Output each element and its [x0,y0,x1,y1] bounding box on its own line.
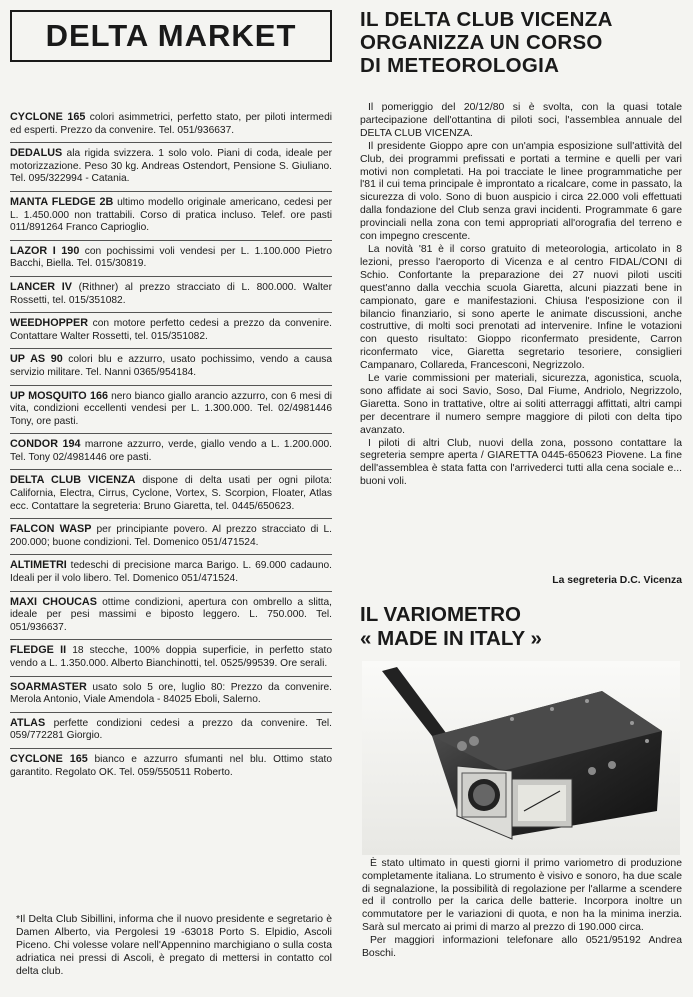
ad-heading: MAXI CHOUCAS [10,595,97,608]
classified-ad [10,386,332,435]
article-paragraph: È stato ultimato in questi giorni il primo variometro di produzione completamente italiana. Lo strumento è visivo e sonoro, ha due scale di segnalazione, la possibilità di regolazione per l'allarme a scendere ed il controllo per la carica delle batterie. Incorpora inoltre un commutatore per le variazioni di quota, e non ha la minima inerzia. Sarà sul mercato ai primi di marzo al prezzo di 190.000 circa. [362,858,682,933]
club-article-title [360,8,682,77]
ad-heading: ALTIMETRI [10,559,67,572]
classified-ad [10,143,332,192]
ad-heading: DEDALUS [10,147,63,160]
classified-ad [10,434,332,470]
ad-heading: CYCLONE 165 [10,752,88,765]
ad-text: 18 stecche, 100% doppia superficie, in perfetto stato vendo a L. 1.350.000. Alberto Bianchinotti, tel. 0525/99539. Ore serali. [10,645,332,669]
ad-text: ottime condizioni, apertura con ombrello a slitta, ideale per pesi massimi e biposto leggero. L. 750.000. Tel. 051/936637. [10,596,332,633]
vario-article-body [362,858,682,960]
ad-text: marrone azzurro, verde, giallo vendo a L. 1.200.000. Tel. Tony 02/4981446 ore pasti. [10,439,332,463]
ad-heading: CYCLONE 165 [10,111,86,123]
ad-text: colori asimmetrici, perfetto stato, per piloti intermedi ed esperti. Prezzo da convenire. Tel. 051/936637. [10,112,332,136]
classified-ad [10,555,332,591]
classified-ad [10,519,332,555]
article-paragraph: I piloti di altri Club, nuovi della zona, possono contattare la segreteria sempre aperta / GIARETTA 0445-650623 Piovene. La fine dell'assemblea è stata fatta con l'arrivederci tutti alla cena sociale e... buoni voli. [360,437,682,488]
article-paragraph: La novità '81 è il corso gratuito di meteorologia, articolato in 8 lezioni, presso l'aeroporto di Vicenza e al centro FIDAL/CONI di Schio. Confortante la preparazione dei 27 nuovi piloti usciti quest'anno dalla vecchia scuola Giaretta, alcuni piazzati bene in campionato, gare e manifestazioni. Chiusa l'esposizione con il bilancio finanziario, si sono aperte le animate discussioni, anche costruttive, di molti soci prenotati ad intervenire. Infine le votazioni con questo risultato: Gioppo riconfermato presidente, Carron riconfermato vice, Giaretta segretario tesoriere, consiglieri Campanaro, Collareda, Francesconi, Negrizzolo. [360,243,682,372]
title-line: ORGANIZZA UN CORSO [360,31,603,54]
market-header [10,10,332,62]
classified-ad [10,277,332,313]
ad-text: tedeschi di precisione marca Barigo. L. 69.000 cadauno. Ideali per il volo libero. Tel. Domenico 051/471524. [10,560,332,585]
ad-heading: CONDOR 194 [10,438,81,451]
ad-text: dispone di delta usati per ogni pilota: California, Electra, Cirrus, Cyclone, Vortex, S. Scorpion, Floater, Atlas ecc. Contattare la segreteria: Bruno Giaretta, tel. 0445/650623. [10,475,332,512]
vario-article-title [360,603,682,651]
ad-text: perfette condizioni cedesi a prezzo da convenire. Tel. 059/772281 Giorgio. [10,717,332,742]
ad-text: per principiante povero. Al prezzo stracciato di L. 200.000; buone condizioni. Tel. Domenico 051/471524. [10,524,332,548]
ad-heading: FLEDGE II [10,644,67,657]
ad-heading: MANTA FLEDGE 2B [10,195,114,208]
variometer-image [362,661,680,855]
ad-text: nero bianco giallo arancio azzurro, con 6 mesi di vita, condizioni eccellenti vendesi per L. 1.300.000. Tel. 02/4981446 Tony, ore pasti. [10,390,332,427]
classified-ad [10,313,332,349]
classified-ad [10,592,332,641]
classified-ad [10,241,332,277]
classified-ad [10,713,332,749]
classified-ad [10,470,332,519]
classified-ad [10,640,332,676]
article-paragraph: Le varie commissioni per materiali, sicurezza, agonistica, scuola, sono affidate ai soci Savio, Soso, Dal Fiume, Andriolo, Negrizzolo, Giaretta. Sono in trattative, oltre ai soliti atterraggi affittati, altri campi per decentrare il numero sempre maggiore di piloti con delta tipo avanzato. [360,373,682,436]
ad-text: ultimo modello originale americano, cedesi per L. 1.450.000 non trattabili. Corso di pratica incluso. Telef. ore pasti 011/891264 Franco Caprioglio. [10,196,332,234]
ad-heading: LANCER IV [10,280,72,293]
ad-heading: ATLAS [10,716,46,729]
ad-heading: SOARMASTER [10,680,87,693]
article-paragraph: Il pomeriggio del 20/12/80 si è svolta, con la quasi totale partecipazione dell'ottantina di piloti soci, l'assemblea annuale del DELTA CLUB VICENZA. [360,102,682,139]
ad-heading: FALCON WASP [10,523,92,536]
classified-ad [10,107,332,143]
title-line: DI METEOROLOGIA [360,54,560,77]
article-signature: La segreteria D.C. Vicenza [552,575,682,586]
title-line: IL VARIOMETRO [360,603,521,626]
ad-text: (Rithner) al prezzo stracciato di L. 800.000. Walter Rossetti, tel. 015/351082. [10,281,332,306]
ad-heading: WEEDHOPPER [10,317,88,330]
ad-heading: UP MOSQUITO 166 [10,389,108,402]
title-line: « MADE IN ITALY » [360,627,542,650]
ad-text: colori blu e azzurro, usato pochissimo, vendo a causa servizio militare. Tel. Nanni 0365/954184. [10,354,332,378]
ad-text: usato solo 5 ore, luglio 80: Prezzo da convenire. Merola Antonio, Viale Amendola - 84025 Eboli, Salerno. [10,681,332,706]
ad-text: ala rigida svizzera. 1 solo volo. Piani di coda, ideale per motorizzazione. Peso 30 kg. Andreas Ostendort, Pensione S. Giuliano. Tel. 095/322994 - Catania. [10,148,332,185]
market-title: DELTA MARKET [10,10,332,62]
classified-ad [10,349,332,385]
ad-heading: LAZOR I 190 [10,244,80,257]
article-paragraph: Il presidente Gioppo apre con un'ampia esposizione sull'attività del Club, dei programmi prefissati e portati a termine e quelli per vari motivi non completati. Ha poi tracciate le linee programmatiche per l'81 il cui tema principale è improntato a ricalcare, come in passato, la sicurezza di volo. Sono di buon auspicio i circa 22.000 voli effettuati dalla fondazione del Club senza gravi incidenti. Programmate 6 gare provinciali nella zona con temi appropriati all'orografia del terreno e con impegno crescente. [360,140,682,243]
ad-heading: UP AS 90 [10,353,63,366]
classified-ad [10,677,332,713]
club-article-body [360,102,682,489]
article-paragraph: Per maggiori informazioni telefonare allo 0521/95192 Andrea Boschi. [362,934,682,959]
ad-text: bianco e azzurro sfumanti nel blu. Ottimo stato garantito. Regolato OK. Tel. 059/550511 Roberto. [10,753,332,778]
classified-ads [10,107,332,784]
club-notice: *Il Delta Club Sibillini, informa che il nuovo presidente e segretario è Damen Alberto, via Pergolesi 19 -63018 Porto S. Elpidio, Ascoli Piceno. Chi volesse volare nell'Appennino marchigiano o sulla costa adriatica nei pressi di Ascoli, è pregato di mettersi in contatto col delta club. [16,914,332,977]
ad-text: con pochissimi voli vendesi per L. 1.100.000 Pietro Bacchi, Biella. Tel. 015/30819. [10,245,332,270]
classified-ad [10,192,332,241]
classified-ad [10,749,332,784]
ad-heading: DELTA CLUB VICENZA [10,474,136,487]
title-line: IL DELTA CLUB VICENZA [360,8,613,31]
ad-text: con motore perfetto cedesi a prezzo da convenire. Contattare Walter Rossetti, tel. 015/351082. [10,318,332,342]
variometer-photo [362,661,680,855]
